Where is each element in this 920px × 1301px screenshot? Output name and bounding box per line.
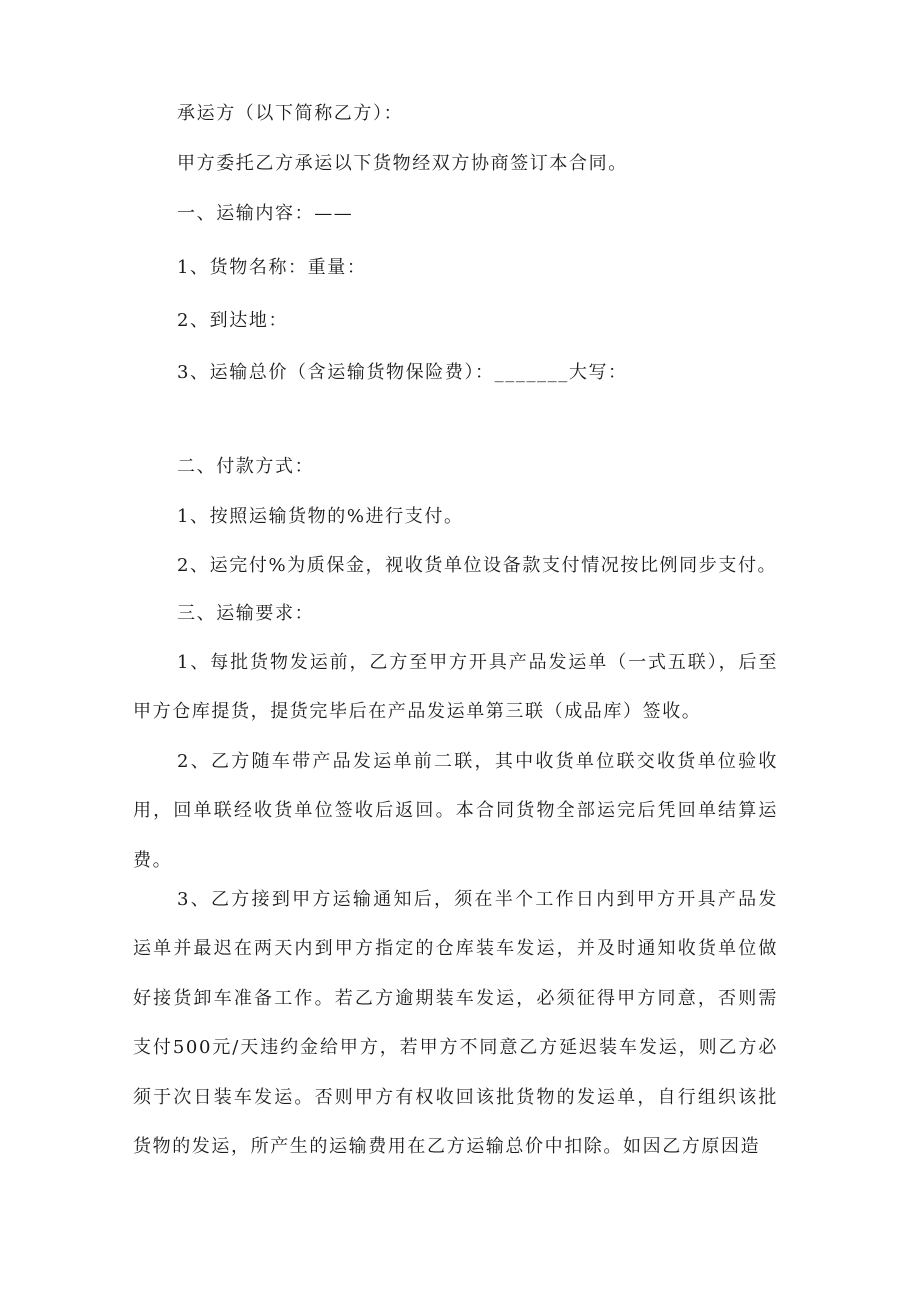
requirement-paragraph-3: 3、乙方接到甲方运输通知后，须在半个工作日内到甲方开具产品发运单并最迟在两天内到甲方指定的仓库装车发运，并及时通知收货单位做好接货卸车准备工作。若乙方逾期装车发运，必须征得甲方同意，否则需支付500元/天违约金给甲方，若甲方不同意乙方延迟装车发运，则乙方必须于次日装车发运。否则甲方有权收回该批货物的发运单，自行组织该批货物的发运，所产生的运输费用在乙方运输总价中扣除。如因乙方原因造 (133, 889, 778, 1158)
payment-item-2: 2、运完付%为质保金，视收货单位设备款支付情况按比例同步支付。 (177, 555, 778, 576)
section-heading-transport-requirements: 三、运输要求： (177, 603, 315, 624)
requirement-paragraph-2: 2、乙方随车带产品发运单前二联，其中收货单位联交收货单位验收用，回单联经收货单位签收后返回。本合同货物全部运完后凭回单结算运费。 (133, 751, 778, 871)
section-heading-payment-method: 二、付款方式： (177, 456, 315, 477)
contract-intro-line: 甲方委托乙方承运以下货物经双方协商签订本合同。 (177, 153, 628, 174)
total-price-line: 3、运输总价（含运输货物保险费）：_______大写： (177, 362, 628, 383)
destination-line: 2、到达地： (177, 310, 289, 331)
carrier-party-line: 承运方（以下简称乙方）： (177, 103, 404, 124)
payment-item-1: 1、按照运输货物的%进行支付。 (177, 506, 464, 527)
goods-name-weight-line: 1、货物名称：重量： (177, 257, 367, 278)
section-heading-transport-content: 一、运输内容：—— (177, 203, 354, 224)
requirement-paragraph-1: 1、每批货物发运前，乙方至甲方开具产品发运单（一式五联），后至甲方仓库提货，提货完毕后在产品发运单第三联（成品库）签收。 (133, 652, 778, 723)
